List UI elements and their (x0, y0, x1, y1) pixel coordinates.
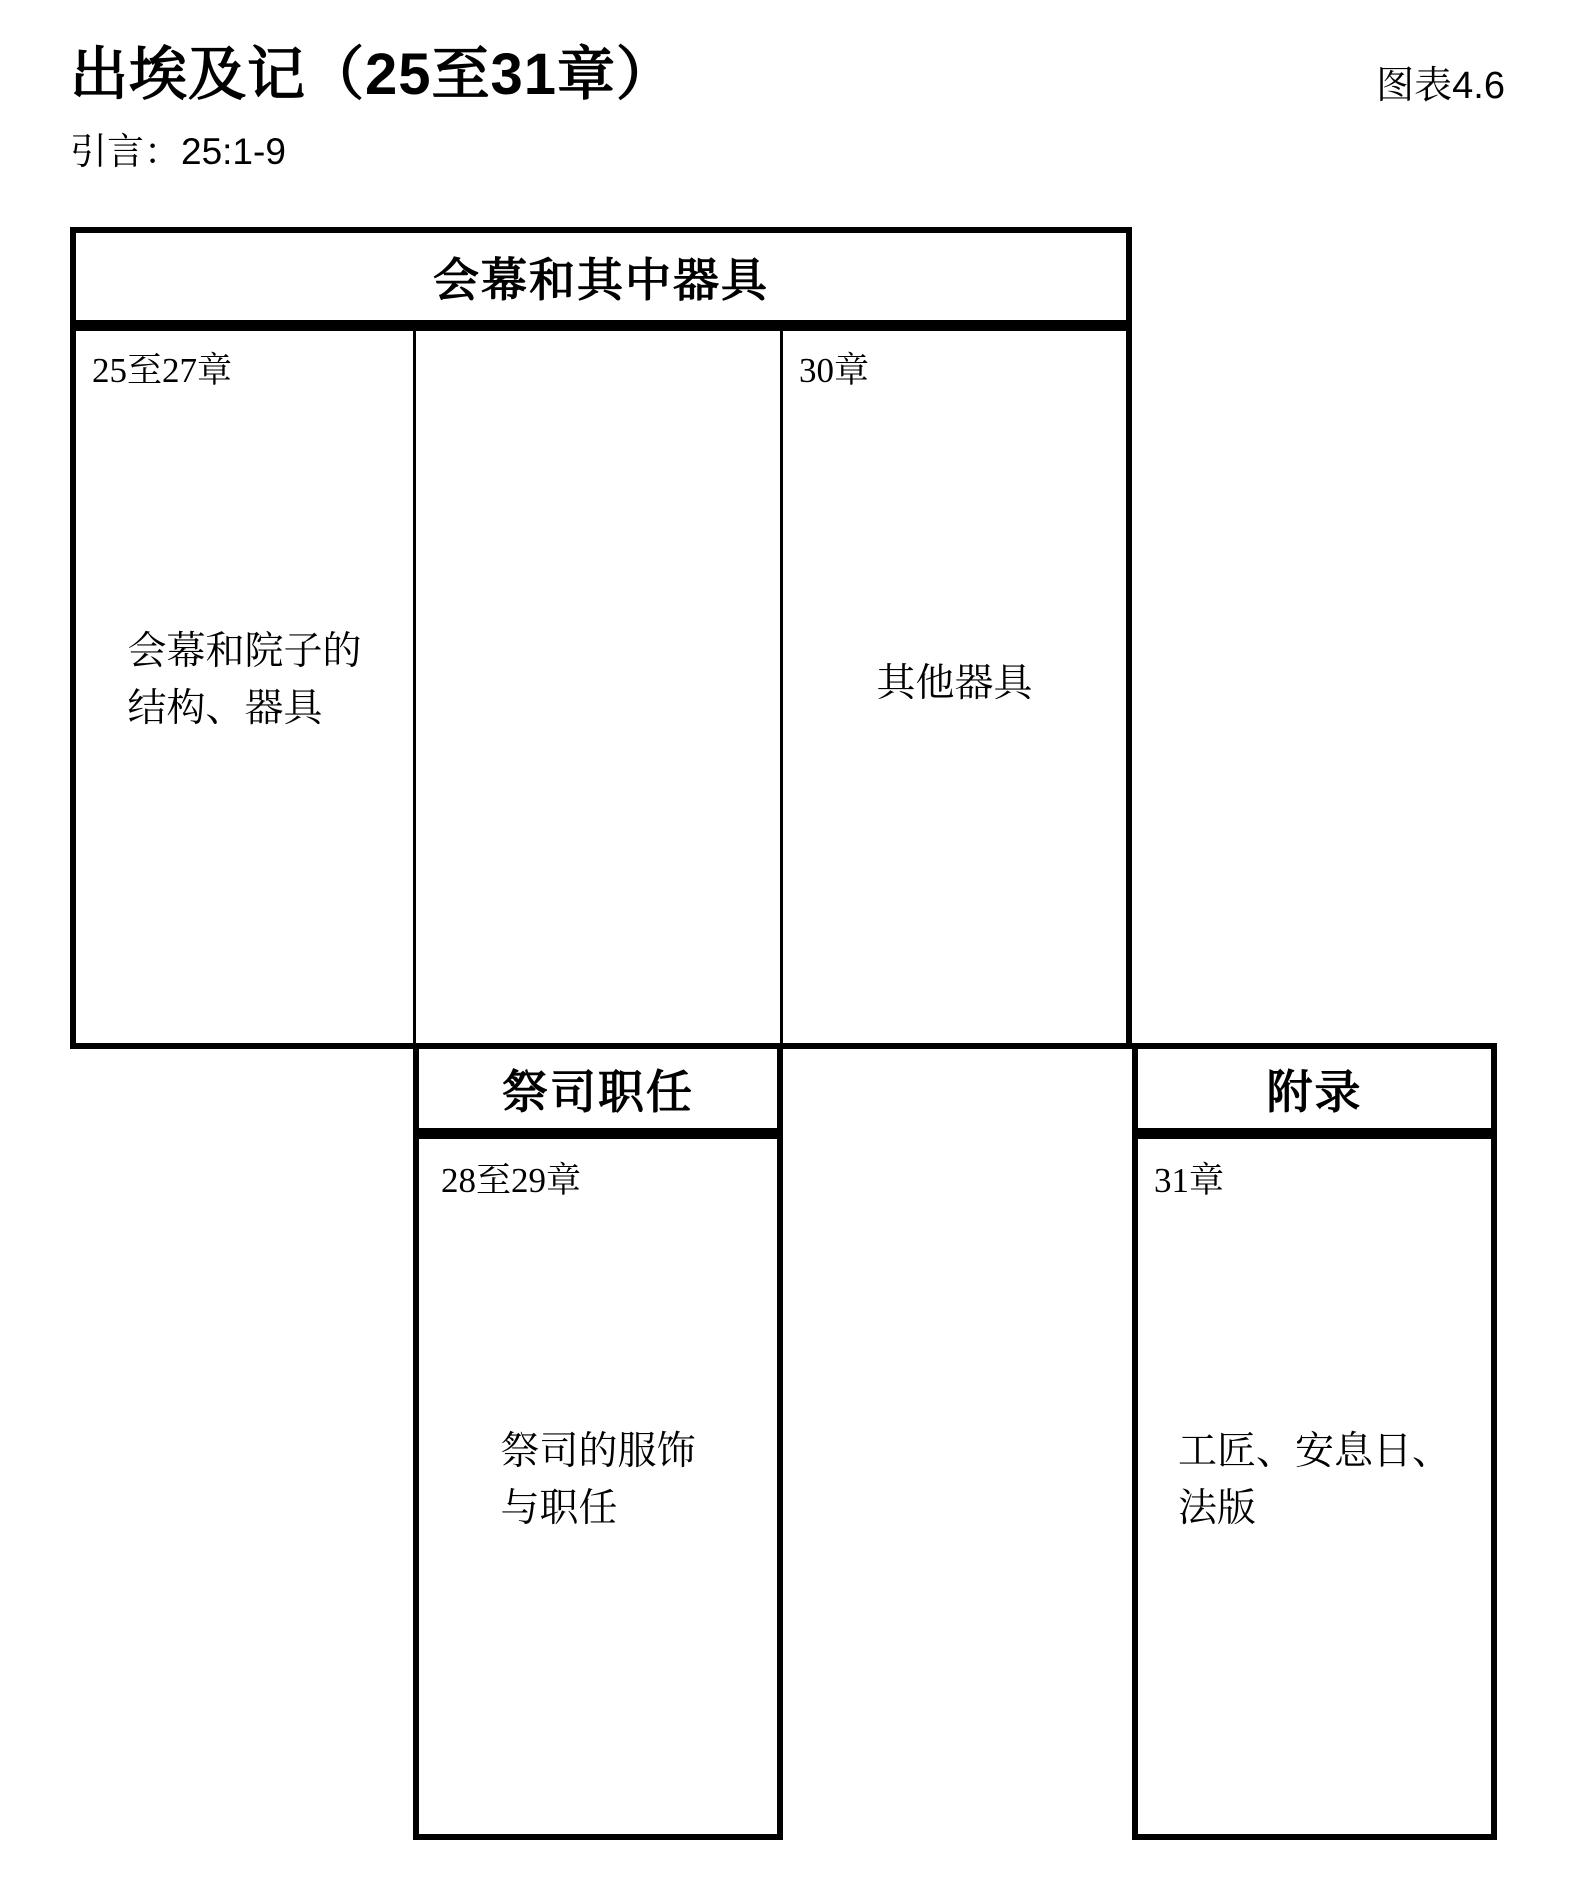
tabernacle-structure-body-line2: 结构、器具 (127, 687, 323, 731)
appendix-body-line2: 法版 (1177, 1486, 1256, 1530)
priesthood-box (413, 1043, 783, 1840)
priesthood-body-text (419, 1423, 777, 1537)
priesthood-box-content (419, 1139, 777, 1834)
appendix-box-content (1138, 1139, 1491, 1834)
tabernacle-other-body-text (783, 655, 1126, 712)
tabernacle-structure-body-text (76, 623, 413, 737)
figure-number-label: 图表4.6 (1376, 65, 1505, 107)
appendix-body-text (1138, 1423, 1491, 1537)
tabernacle-empty-column (416, 331, 780, 1043)
priesthood-body-line1: 祭司的服饰 (500, 1429, 696, 1473)
priesthood-body-line2: 与职任 (500, 1486, 618, 1530)
tabernacle-structure-body-line1: 会幕和院子的 (127, 630, 362, 674)
tabernacle-box-header: 会幕和其中器具 (76, 233, 1126, 331)
intro-text: 引言：25:1-9 (70, 131, 286, 172)
tabernacle-structure-column (76, 331, 413, 1043)
appendix-box (1132, 1043, 1497, 1840)
appendix-chapters-label: 31章 (1154, 1161, 1225, 1200)
tabernacle-other-column (783, 331, 1126, 1043)
appendix-body-line1: 工匠、安息日、 (1177, 1429, 1451, 1473)
tabernacle-other-body-line1: 其他器具 (876, 662, 1033, 706)
priesthood-chapters-label: 28至29章 (441, 1161, 582, 1200)
page-title: 出埃及记（25至31章） (70, 42, 676, 107)
tabernacle-box (70, 227, 1132, 1049)
tabernacle-other-chapters-label: 30章 (799, 351, 870, 390)
tabernacle-structure-chapters-label: 25至27章 (92, 351, 233, 390)
appendix-box-header: 附录 (1138, 1049, 1491, 1139)
tabernacle-box-content (76, 331, 1126, 1043)
priesthood-box-header: 祭司职任 (419, 1049, 777, 1139)
